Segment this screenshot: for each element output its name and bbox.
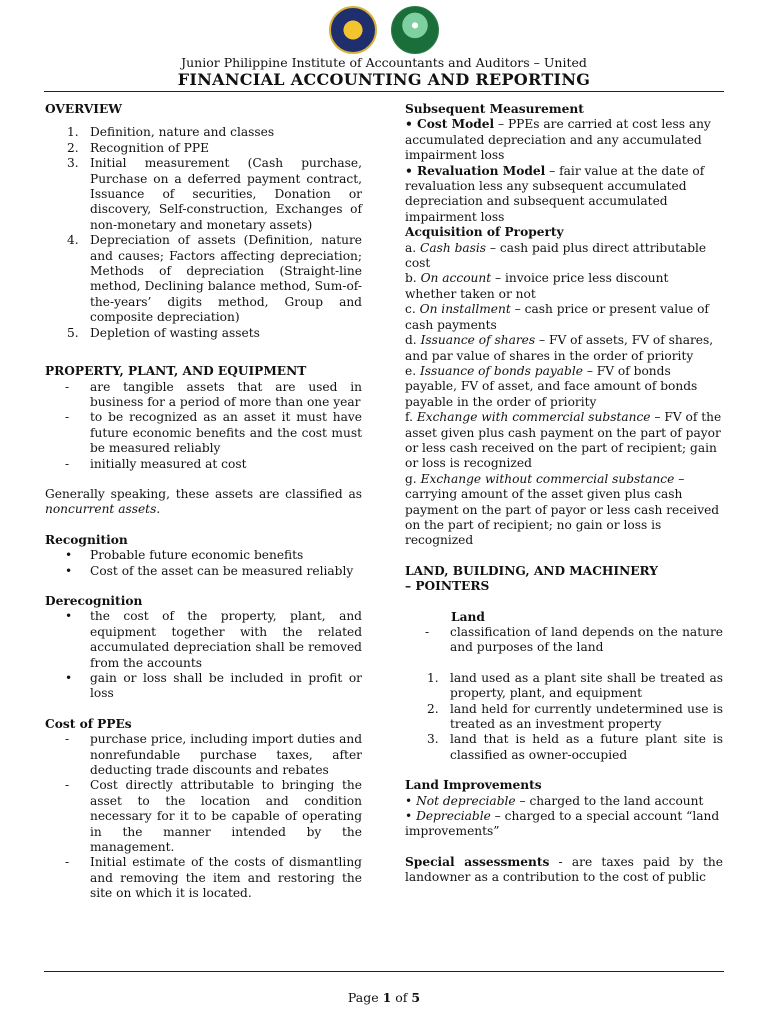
item-text: to be recognized as an asset it must have future economic benefits and the cost must be measured reliably (90, 410, 362, 456)
item-text: initially measured at cost (90, 456, 247, 471)
item-text: land held for currently undetermined use is treated as an investment property (450, 701, 723, 732)
list-item (405, 625, 723, 656)
footer-divider (44, 971, 724, 972)
cost-heading: Cost of PPEs (45, 716, 132, 731)
list-item (45, 156, 362, 233)
generally-paragraph (45, 487, 362, 518)
item-number: 3. (67, 156, 79, 171)
item-text: – charged to a special account “land improvements” (405, 809, 720, 839)
special-assessments-text: - are taxes paid by the landowner as a contribution to the cost of public (405, 854, 723, 885)
list-item (45, 125, 362, 140)
land-heading: Land (451, 609, 485, 624)
item-number: 2. (427, 701, 439, 716)
recognition-heading: Recognition (45, 532, 128, 547)
item-text: Depreciation of assets (Definition, nature and causes; Factors affecting depreciation; Methods of depreciation (Straight-line method, Declining balance method, Sum-of-the-years’ digits method, Group and composite depreciation) (90, 233, 362, 325)
item-term: Not depreciable (416, 793, 516, 808)
item-text: purchase price, including import duties and nonrefundable purchase taxes, after deducting trade discounts and rebates (90, 732, 362, 778)
item-number: 4. (67, 233, 79, 248)
item-term: Exchange without commercial substance (420, 471, 675, 486)
list-item (405, 794, 723, 809)
item-term: Issuance of shares (420, 333, 536, 348)
list-item (405, 410, 723, 472)
item-number: 2. (67, 140, 79, 155)
improvements-heading: Land Improvements (405, 778, 542, 793)
organization-name: Junior Philippine Institute of Accountants and Auditors – United (181, 55, 587, 70)
item-term: Cash basis (420, 240, 487, 255)
generally-text: Generally speaking, these assets are classified as (45, 486, 362, 501)
recognition-list (45, 548, 362, 579)
list-item (405, 271, 723, 302)
item-text: – cash price or present value of cash payments (405, 302, 709, 332)
land-dash-list (405, 625, 723, 656)
page-number: 1 (382, 990, 392, 1005)
item-prefix: g. (405, 471, 421, 486)
overview-list (45, 125, 362, 341)
list-item (45, 778, 362, 855)
cost-model-label: • Cost Model (405, 117, 495, 132)
item-prefix: • (405, 793, 417, 808)
list-item (405, 333, 723, 364)
lbm-heading-line2: – POINTERS (405, 579, 490, 594)
list-item (405, 732, 723, 763)
dash-mark: - (65, 732, 70, 747)
item-text: – cash paid plus direct attributable cost (405, 240, 707, 271)
ppe-heading: PROPERTY, PLANT, AND EQUIPMENT (45, 364, 307, 379)
list-item (45, 609, 362, 671)
lbm-heading-line1: LAND, BUILDING, AND MACHINERY (405, 563, 659, 578)
dash-mark: - (65, 778, 70, 793)
special-assessments-label: Special assessments (405, 854, 550, 869)
item-term: Issuance of bonds payable (419, 363, 583, 378)
bullet-mark: • (65, 548, 73, 563)
item-text: Initial measurement (Cash purchase, Purchase on a deferred payment contract, Issuance of securities, Donation or discovery, Self-construction, Exchanges of non-monetary and monetary assets) (90, 156, 362, 232)
list-item (405, 472, 723, 549)
subsequent-heading: Subsequent Measurement (405, 102, 584, 116)
item-number: 1. (427, 670, 439, 685)
generally-italic: noncurrent assets. (45, 502, 161, 517)
revaluation-label: • Revaluation Model (405, 163, 546, 178)
list-item (405, 364, 723, 410)
item-text: the cost of the property, plant, and equipment together with the related accumulated depreciation shall be removed from the accounts (90, 609, 362, 670)
list-item (45, 457, 362, 472)
dash-mark: - (65, 855, 70, 870)
acquisition-heading: Acquisition of Property (405, 225, 564, 240)
logo-row (0, 6, 768, 54)
derecognition-heading: Derecognition (45, 593, 143, 608)
right-column (405, 102, 723, 886)
item-text: – FV of assets, FV of shares, and par value of shares in the order of priority (405, 333, 714, 363)
item-text: Initial estimate of the costs of dismantling and removing the item and restoring the site on which it is located. (90, 855, 362, 901)
page-footer (0, 990, 768, 1005)
item-text: Depletion of wasting assets (90, 325, 260, 340)
item-prefix: • (405, 809, 417, 824)
improvements-list (405, 794, 723, 840)
list-item (45, 380, 362, 411)
item-text: Probable future economic benefits (90, 548, 304, 563)
revaluation-text: – fair value at the date of revaluation less any subsequent accumulated depreciation and subsequent accumulated impairment loss (405, 163, 705, 224)
item-text: – invoice price less discount whether taken or not (405, 271, 669, 301)
item-text: Recognition of PPE (90, 140, 209, 155)
list-item (45, 141, 362, 156)
ppe-list (45, 380, 362, 472)
jpia-seal-logo (329, 6, 377, 54)
item-prefix: a. (405, 240, 421, 255)
header-divider (44, 91, 724, 92)
item-number: 1. (67, 125, 79, 140)
list-item (405, 241, 723, 272)
item-prefix: f. (405, 410, 417, 425)
left-column (45, 102, 362, 902)
list-item (45, 564, 362, 579)
item-text: gain or loss shall be included in profit or loss (90, 671, 362, 701)
derecognition-list (45, 609, 362, 701)
item-text: – charged to the land account (515, 793, 704, 808)
item-text: – FV of the asset given plus cash payment on the part of payor or less cash received on the part of recipient; gain or loss is recognized (405, 410, 722, 471)
overview-heading: OVERVIEW (45, 102, 122, 116)
land-num-list (405, 671, 723, 763)
item-text: – carrying amount of the asset given plus cash payment on the part of payor or less cash received on the part of recipient; no gain or loss is recognized (405, 471, 720, 548)
item-prefix: e. (405, 363, 420, 378)
item-number: 5. (67, 325, 79, 340)
item-term: Exchange with commercial substance (416, 410, 651, 425)
bullet-mark: • (65, 563, 73, 578)
item-term: On installment (419, 302, 511, 317)
item-text: Definition, nature and classes (90, 125, 275, 140)
acquisition-list (405, 241, 723, 549)
item-text: – FV of bonds payable, FV of asset, and face amount of bonds payable in the order of priority (405, 363, 698, 409)
item-text: classification of land depends on the nature and purposes of the land (450, 625, 723, 655)
org-emblem-logo (391, 6, 439, 54)
page-total: 5 (411, 990, 421, 1005)
list-item (45, 410, 362, 456)
list-item (405, 302, 723, 333)
item-text: Cost directly attributable to bringing the asset to the location and condition necessary for it to be capable of operating in the manner intended by the management. (90, 778, 362, 855)
item-term: Depreciable (416, 809, 491, 824)
item-text: Cost of the asset can be measured reliably (90, 563, 354, 578)
item-number: 3. (427, 732, 439, 747)
list-item (405, 671, 723, 702)
dash-mark: - (65, 410, 70, 425)
item-term: On account (420, 271, 492, 286)
page-header (0, 0, 768, 95)
bullet-mark: • (65, 609, 73, 624)
item-prefix: c. (405, 302, 420, 317)
cost-model-item (405, 117, 723, 163)
item-prefix: b. (405, 271, 421, 286)
of-word: of (395, 990, 408, 1005)
list-item (45, 326, 362, 341)
item-text: land used as a plant site shall be treated as property, plant, and equipment (450, 670, 723, 701)
document-title: FINANCIAL ACCOUNTING AND REPORTING (177, 70, 591, 89)
list-item (45, 855, 362, 901)
list-item (45, 732, 362, 778)
bullet-mark: • (65, 671, 73, 685)
dash-mark: - (65, 456, 70, 471)
dash-mark: - (65, 379, 70, 394)
cost-list (45, 732, 362, 901)
item-text: are tangible assets that are used in business for a period of more than one year (90, 379, 362, 409)
item-prefix: d. (405, 333, 421, 348)
list-item (45, 233, 362, 325)
cost-model-text: – PPEs are carried at cost less any accumulated depreciation and any accumulated impairment loss (405, 117, 711, 163)
special-assessments-paragraph (405, 855, 723, 886)
page-word: Page (347, 990, 379, 1005)
list-item (45, 671, 362, 702)
dash-mark: - (425, 625, 430, 639)
list-item (405, 702, 723, 733)
revaluation-item (405, 164, 723, 226)
item-text: land that is held as a future plant site is classified as owner-occupied (450, 732, 723, 762)
list-item (405, 809, 723, 840)
list-item (45, 548, 362, 563)
